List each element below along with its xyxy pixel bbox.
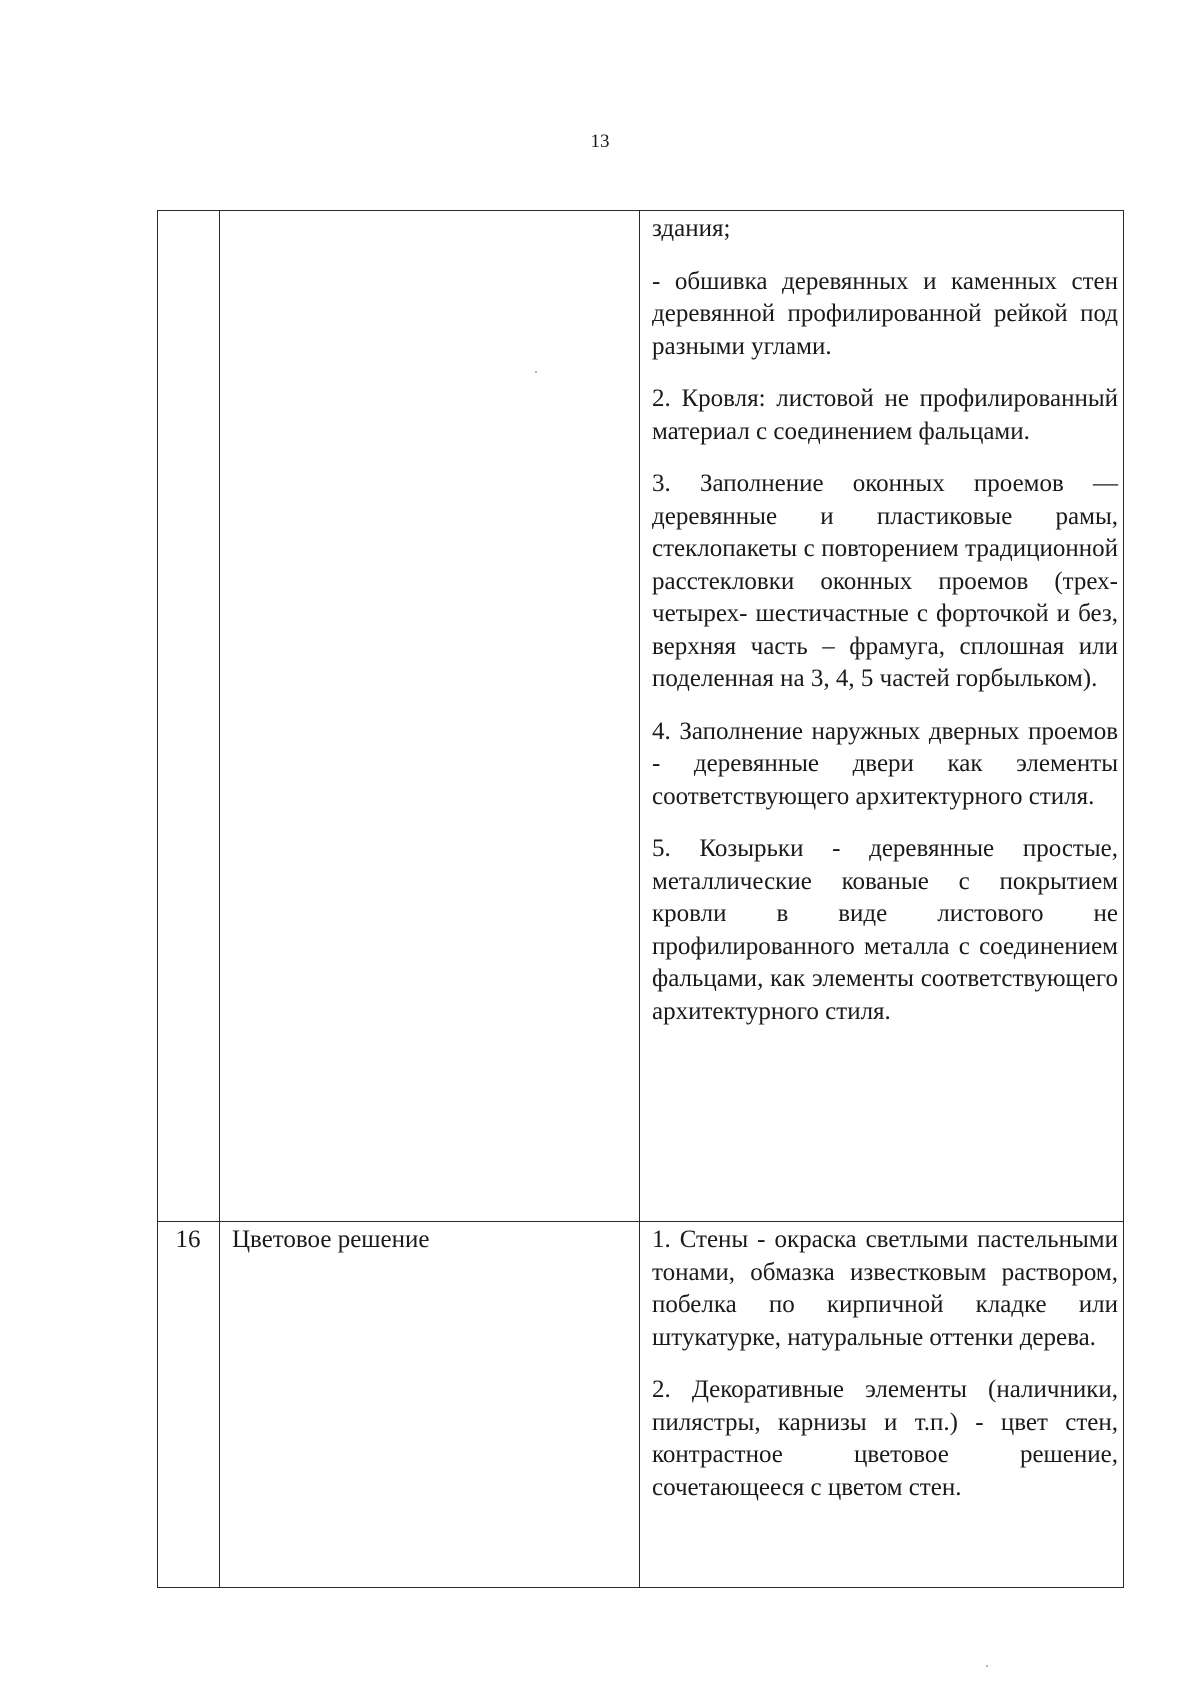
paragraph-windows: 3. Заполнение оконных проемов — деревянные и пластиковые рамы, стеклопакеты с повторением традиционной расстекловки оконных проемов (трех- четырех- шестичастные с форточкой и без, верхняя часть – фрамуга, сплошная или поделенная на 3, 4, 5 частей горбыльком).: [652, 470, 1118, 692]
row-label-color-scheme: Цветовое решение: [232, 1226, 430, 1253]
paragraph-building: здания;: [652, 215, 731, 242]
page-number: 13: [590, 131, 610, 152]
table-row-divider: [157, 1221, 1124, 1222]
row-16-content: [652, 1224, 1118, 1504]
scan-speck: [986, 1665, 988, 1667]
paragraph-doors: 4. Заполнение наружных дверных проемов - деревянные двери как элементы соответствующего архитектурного стиля.: [652, 717, 1118, 810]
paragraph-walls-color: 1. Стены - окраска светлыми пастельными тонами, обмазка известковым раствором, побелка по кирпичной кладке или штукатурке, натуральные оттенки дерева.: [652, 1226, 1118, 1351]
paragraph-roof: 2. Кровля: листовой не профилированный материал с соединением фальцами.: [652, 385, 1118, 445]
paragraph-decor-color: 2. Декоративные элементы (наличники, пилястры, карнизы и т.п.) - цвет стен, контрастное цветовое решение, сочетающееся с цветом стен.: [652, 1376, 1118, 1501]
paragraph-canopies: 5. Козырьки - деревянные простые, металлические кованые с покрытием кровли в виде листового не профилированного металла с соединением фальцами, как элементы соответствующего архитектурного стиля.: [652, 835, 1118, 1025]
table-column-divider-2: [639, 210, 640, 1588]
paragraph-cladding: - обшивка деревянных и каменных стен деревянной профилированной рейкой под разными углами.: [652, 267, 1118, 360]
row-number-16: 16: [175, 1226, 201, 1253]
continued-row-content: [652, 213, 1118, 1028]
scan-speck: [535, 371, 537, 373]
table-column-divider-1: [219, 210, 220, 1588]
